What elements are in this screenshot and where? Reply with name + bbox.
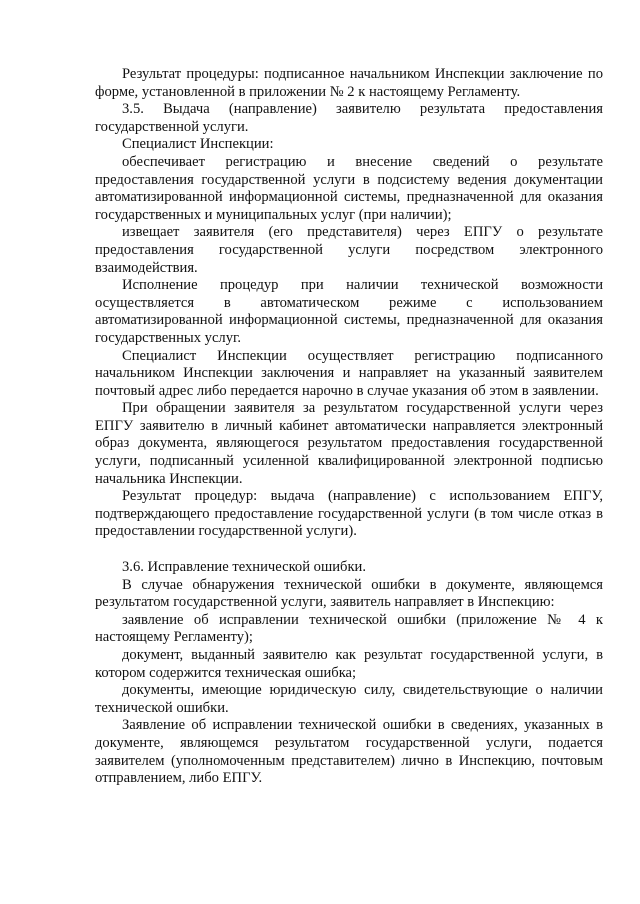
paragraph: Результат процедуры: подписанное начальником Инспекции заключение по форме, установленной в приложении № 2 к настоящему Регламенту. bbox=[95, 66, 603, 100]
paragraph: извещает заявителя (его представителя) через ЕПГУ о результате предоставления государственной услуги посредством электронного взаимодействия. bbox=[95, 224, 603, 276]
paragraph: документ, выданный заявителю как результат государственной услуги, в котором содержится техническая ошибка; bbox=[95, 647, 603, 681]
section-heading-3-6: 3.6. Исправление технической ошибки. bbox=[122, 559, 367, 576]
paragraph: документы, имеющие юридическую силу, свидетельствующие о наличии технической ошибки. bbox=[95, 682, 603, 716]
paragraph: Заявление об исправлении технической ошибки в сведениях, указанных в документе, являющемся результатом государственной услуги, подается заявителем (уполномоченным представителем) лично в Инспекцию, почтовым отправлением, либо ЕПГУ. bbox=[95, 717, 603, 787]
paragraph: В случае обнаружения технической ошибки в документе, являющемся результатом государственной услуги, заявитель направляет в Инспекцию: bbox=[95, 576, 603, 611]
section-heading-3-5: 3.5. Выдача (направление) заявителю результата предоставления государственной услуги. bbox=[95, 101, 603, 135]
paragraph: Исполнение процедур при наличии технической возможности осуществляется в автоматическом режиме с использованием автоматизированной информационной системы, предназначенной для оказания государственных услуг. bbox=[95, 277, 603, 346]
section-gap bbox=[95, 541, 603, 559]
paragraph: заявление об исправлении технической ошибки (приложение № 4 к настоящему Регламенту); bbox=[95, 611, 603, 646]
paragraph: При обращении заявителя за результатом государственной услуги через ЕПГУ заявителю в личный кабинет автоматически направляется электронный образ документа, являющегося результатом предоставления государственной услуги, подписанный усиленной квалифицированной электронной подписью начальника Инспекции. bbox=[95, 400, 603, 487]
paragraph: обеспечивает регистрацию и внесение сведений о результате предоставления государственной услуги в подсистему ведения документации автоматизированной информационной системы, предназначенной для оказания государственных и муниципальных услуг (при наличии); bbox=[95, 153, 603, 223]
paragraph: Результат процедур: выдача (направление) с использованием ЕПГУ, подтверждающего предоставление государственной услуги (в том числе отказ в предоставлении государственной услуги). bbox=[95, 488, 603, 540]
paragraph: Специалист Инспекции осуществляет регистрацию подписанного начальником Инспекции заключения и направляет на указанный заявителем почтовый адрес либо передается нарочно в случае указания об этом в заявлении. bbox=[95, 347, 603, 399]
document-page bbox=[95, 66, 603, 788]
paragraph: Специалист Инспекции: bbox=[122, 136, 274, 153]
